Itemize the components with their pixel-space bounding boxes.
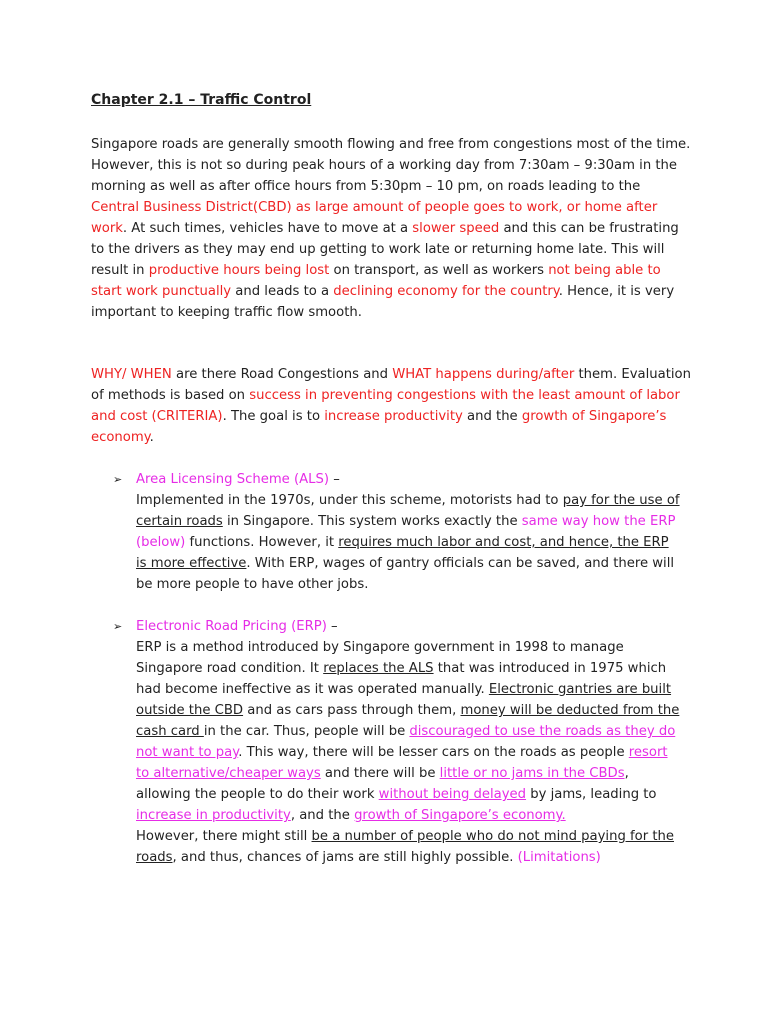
highlight-pink-underlined: increase in productivity [136,808,291,823]
highlight-pink-underlined: without being delayed [378,787,527,802]
intro-paragraph [91,134,691,323]
underlined-text: pay for the use of certain roads [136,493,680,529]
text-run: functions. However, it [185,535,339,550]
underlined-text: be a number of people who do not mind paying for the roads [136,829,674,865]
highlight-red: declining economy for the country [333,284,559,299]
underlined-text: requires much labor and cost, and hence, the ERP is more effective [136,535,669,571]
underlined-text: replaces the ALS [323,661,434,676]
highlight-pink-underlined: growth of Singapore’s economy. [354,808,566,823]
text-run: . [149,430,154,445]
heading-dash: – [326,619,338,634]
text-run: and the [462,409,522,424]
arrow-bullet-icon: ➢ [113,620,123,633]
highlight-pink: (Limitations) [517,850,601,865]
text-run: . At such times, vehicles have to move at a [122,221,413,236]
text-run: by jams, leading to [526,787,657,802]
highlight-pink: same way how the ERP (below) [136,514,676,550]
chapter-title: Chapter 2.1 – Traffic Control [91,92,312,108]
underlined-text: money will be deducted from the cash card [136,703,680,739]
highlight-red: WHAT happens during/after [392,367,575,382]
criteria-paragraph [91,364,691,448]
text-run: . Hence, it is very important to keeping traffic flow smooth. [91,284,675,320]
text-run: and there will be [320,766,440,781]
text-run: , allowing the people to do their work [136,766,629,802]
text-run: . This way, there will be lesser cars on the roads as people [238,745,629,760]
erp-body [136,637,681,868]
highlight-pink-underlined: resort to alternative/cheaper ways [136,745,668,781]
highlight-red: not being able to start work punctually [91,263,661,299]
highlight-red: slower speed [412,221,500,236]
bullet-heading-text: Electronic Road Pricing (ERP) [136,619,327,634]
text-run: that was introduced in 1975 which had become ineffective as it was operated manually. [136,661,667,697]
text-run: and as cars pass through them, [243,703,461,718]
text-run: . The goal is to [222,409,325,424]
text-run: Singapore roads are generally smooth flowing and free from congestions most of the time. However, this is not so during peak hours of a working day from 7:30am – 9:30am in the morning as well as after office hours from 5:30pm – 10 pm, on roads leading to the [91,137,691,194]
text-run: . With ERP, wages of gantry officials can be saved, and there will be more people to have other jobs. [136,556,675,592]
text-run: , and thus, chances of jams are still highly possible. [172,850,518,865]
text-run: Implemented in the 1970s, under this scheme, motorists had to [136,493,563,508]
bullet-heading-text: Area Licensing Scheme (ALS) [136,472,330,487]
text-run: and this can be frustrating to the drivers as they may end up getting to work late or returning home late. This will result in [91,221,679,278]
text-run: , and the [290,808,355,823]
highlight-red: productive hours being lost [148,263,330,278]
highlight-pink-underlined: little or no jams in the CBDs [439,766,625,781]
text-run: them. Evaluation of methods is based on [91,367,691,403]
heading-dash: – [329,472,340,487]
text-run: However, there might still [136,829,312,844]
text-run: ERP is a method introduced by Singapore government in 1998 to manage Singapore road condition. It [136,640,624,676]
text-run: in the car. Thus, people will be [203,724,410,739]
arrow-bullet-icon: ➢ [113,473,123,486]
highlight-red: growth of Singapore’s economy [91,409,667,445]
highlight-red: increase productivity [324,409,463,424]
text-run: and leads to a [231,284,334,299]
text-run: on transport, as well as workers [329,263,549,278]
highlight-red: Central Business District(CBD) as large amount of people goes to work, or home after work [91,200,658,236]
highlight-pink-underlined: discouraged to use the roads as they do not want to pay [136,724,676,760]
highlight-red: success in preventing congestions with the least amount of labor and cost (CRITERIA) [91,388,680,424]
als-heading [136,469,340,490]
erp-heading [136,616,338,637]
text-run: are there Road Congestions and [171,367,393,382]
als-body [136,490,681,595]
underlined-text: Electronic gantries are built outside the CBD [136,682,672,718]
highlight-red: WHY/ WHEN [91,367,172,382]
text-run: in Singapore. This system works exactly the [222,514,522,529]
